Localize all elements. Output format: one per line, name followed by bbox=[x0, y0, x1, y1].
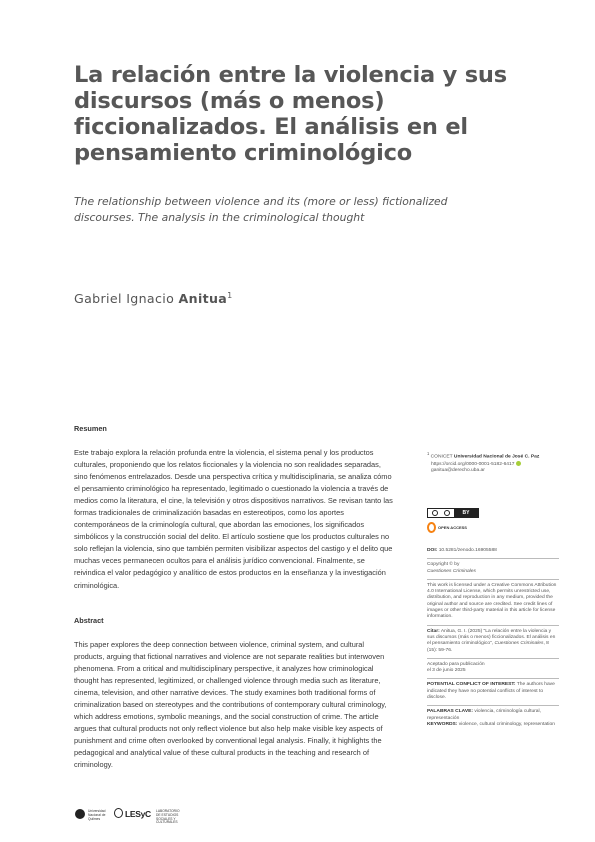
email-link[interactable]: ganitua@derecho.uba.ar bbox=[431, 468, 485, 474]
open-access-label: OPEN ACCESS bbox=[438, 525, 467, 530]
conflict-of-interest: POTENTIAL CONFLICT OF INTEREST: The authors have indicated they have no potential conflicts of interest to disclose. bbox=[427, 682, 555, 701]
lesyc-logo-icon bbox=[114, 808, 123, 818]
author-given-name: Gabriel Ignacio bbox=[74, 291, 175, 306]
article-subtitle: The relationship between violence and its (more or less) fictionalized discourses. The analysis in the criminological thought bbox=[74, 195, 448, 224]
affiliation: $^1$ CONICET Universidad Nacional de José C. Paz bbox=[427, 451, 540, 460]
citation: Citar: Anitua, G. I. (2025) "La relación entre la violencia y sus discursos (más o menos) ficcionalizados. El análisis en el pensamiento criminológico", Cuestiones Criminales, 8 (15): 59-76. bbox=[427, 628, 556, 653]
cc-by-label: BY bbox=[454, 509, 478, 517]
orcid-link[interactable]: https://orcid.org/0000-0001-5182-6417 bbox=[431, 461, 515, 467]
open-lock-icon bbox=[427, 522, 436, 533]
open-access-badge bbox=[427, 522, 467, 533]
author-line bbox=[74, 291, 233, 306]
cc-icon bbox=[432, 510, 438, 516]
palabras-clave: PALABRAS CLAVE: violencia, criminología cultural, representación bbox=[427, 709, 541, 721]
copyright-holder: Cuestiones Criminales bbox=[427, 568, 476, 574]
cc-by-license-badge[interactable] bbox=[427, 508, 479, 518]
university-logo-text: Universidad Nacional de Quilmes bbox=[88, 809, 106, 821]
license-text: This work is licensed under a Creative Commons Attribution 4.0 International License, which permits unrestricted use, distribution, and reproduction in any medium, provided the original author and source are credited. See credit lines of images or other third-party material in this article for license information. bbox=[427, 582, 557, 620]
article-sidebar bbox=[427, 451, 559, 475]
orcid-icon bbox=[516, 461, 521, 466]
doi-link[interactable]: 10.5281/zenodo.16905588 bbox=[438, 548, 497, 553]
author-footnote-mark: 1 bbox=[227, 291, 233, 300]
university-logo-icon bbox=[75, 809, 85, 819]
accepted-date-line1: Aceptado para publicación bbox=[427, 661, 485, 667]
keywords: KEYWORDS: violence, cultural criminology, representation bbox=[427, 721, 555, 727]
article-title: La relación entre la violencia y sus discursos (más o menos) ficcionalizados. El análisis en el pensamiento criminológico bbox=[74, 62, 507, 166]
abstract-text: This paper explores the deep connection between violence, criminal system, and cultural products, arguing that fictional narratives and violence are not separate realities but interwoven phenomena. From a critical and multidisciplinary perspective, it analyzes how criminological thought has represented, legitimized, or challenged violence through media such as literature, cinema, television, and other narrative devices. The study examines both traditional forms of criminalization based on stereotypes and the contributions of contemporary cultural criminology, which address emotions, symbolic meanings, and the social construction of crime. The article argues that cultural products not only reflect violence but also help make visible key aspects of punishment and crime often overlooked by conventional legal analysis. Finally, it highlights the pedagogical and analytical value of these cultural products in the teaching and research of criminology. bbox=[74, 640, 387, 770]
author-surname: Anitua bbox=[178, 291, 228, 306]
lesyc-logo-text: LABORATORIO DE ESTUDIOS SOCIALES Y CULTURALES bbox=[156, 809, 180, 825]
resumen-heading: Resumen bbox=[74, 424, 107, 433]
abstract-heading: Abstract bbox=[74, 616, 104, 625]
doi-line: DOI: 10.5281/zenodo.16905588 bbox=[427, 548, 497, 553]
resumen-text: Este trabajo explora la relación profunda entre la violencia, el sistema penal y los productos culturales, proponiendo que los relatos ficcionales y la violencia no son realidades separadas, sino fenómenos entrelazados. Desde una perspectiva crítica y multidisciplinaria, se analiza cómo el pensamiento criminológico ha representado, legitimado o cuestionado la violencia a través de medios como la literatura, el cine, la televisión y otros dispositivos narrativos. Se revisan tanto las formas tradicionales de criminalización basadas en estereotipos, como los aportes contemporáneos de la criminología cultural, que abordan las emociones, los significados simbólicos y la construcción social del delito. El artículo sostiene que los productos culturales no solo reflejan la violencia, sino que también permiten visibilizar aspectos del castigo y el delito que muchas veces permanecen ocultos para el análisis jurídico convencional. Finalmente, se reivindica el valor pedagógico y analítico de estos productos en la enseñanza y la investigación criminológica. bbox=[74, 448, 393, 590]
person-icon bbox=[444, 510, 450, 516]
accepted-date-line2: el 3 de junio 2025 bbox=[427, 668, 466, 674]
copyright-line: Copyright © by bbox=[427, 562, 460, 568]
article-metadata bbox=[427, 548, 559, 728]
lesyc-logo-wordmark: LESyC bbox=[125, 809, 151, 819]
